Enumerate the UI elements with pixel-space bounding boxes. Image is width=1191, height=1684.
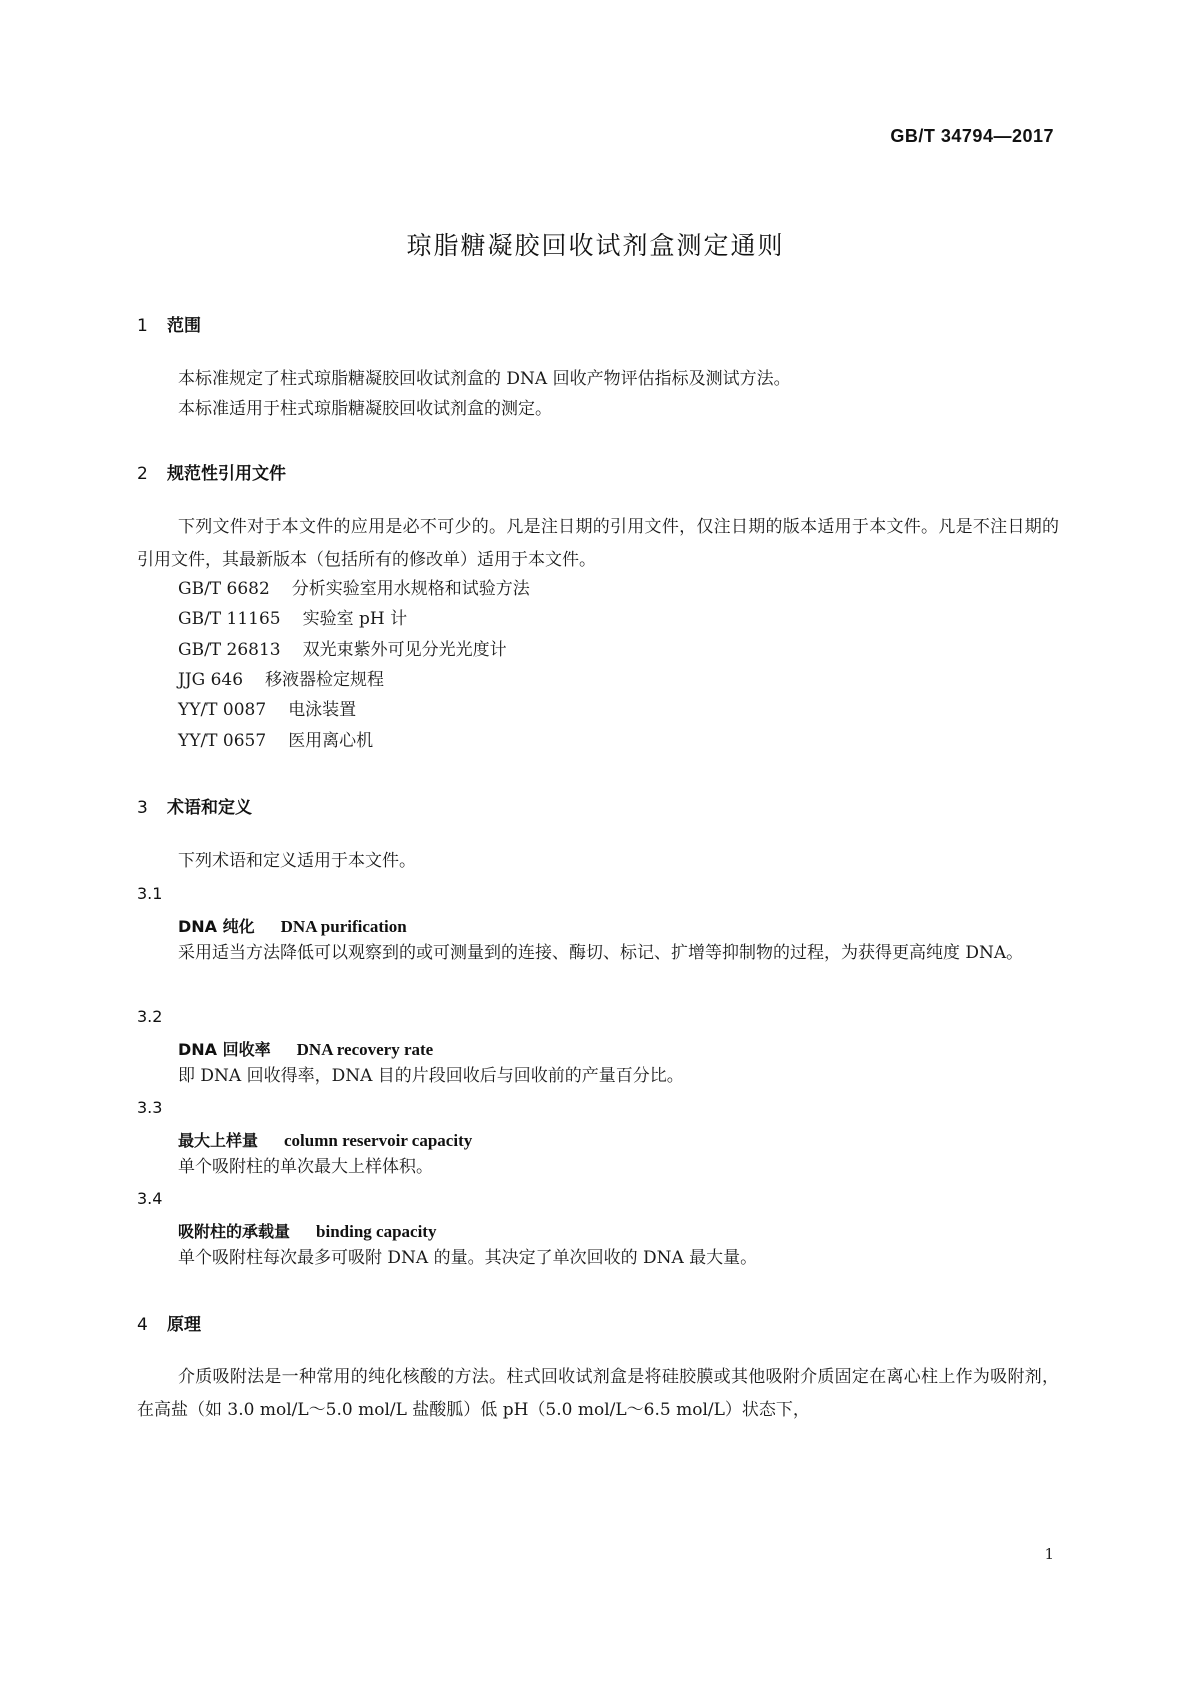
reference-name: 双光束紫外可见分光光度计: [302, 640, 507, 660]
section-number: 3: [137, 798, 148, 818]
normative-reference: [178, 725, 1059, 758]
section-title: 原理: [167, 1315, 201, 1335]
standard-code: GB/T 34794—2017: [890, 126, 1054, 146]
reference-name: 电泳装置: [288, 700, 357, 720]
term-english: DNA recovery rate: [296, 1040, 434, 1059]
reference-name: 移液器检定规程: [265, 670, 385, 690]
term-entry: [178, 1219, 436, 1242]
document-title: 琼脂糖凝胶回收试剂盒测定通则: [406, 231, 785, 260]
section-4-heading: [137, 1310, 201, 1335]
term-entry: [178, 1128, 472, 1151]
reference-name: 分析实验室用水规格和试验方法: [291, 579, 530, 599]
term-definition: 单个吸附柱每次最多可吸附 DNA 的量。其决定了单次回收的 DNA 最大量。: [178, 1248, 758, 1268]
section-number: 2: [137, 464, 148, 484]
term-english: binding capacity: [316, 1222, 437, 1241]
normative-reference: [178, 573, 1059, 606]
term-chinese: DNA 纯化: [178, 917, 255, 936]
section-3-heading: [137, 793, 252, 818]
term-chinese: 吸附柱的承载量: [178, 1222, 291, 1241]
term-definition: 单个吸附柱的单次最大上样体积。: [178, 1157, 433, 1177]
section-title: 术语和定义: [167, 798, 252, 818]
section-2-heading: [137, 459, 286, 484]
section-3-intro: 下列术语和定义适用于本文件。: [178, 851, 416, 871]
section-2-intro: 下列文件对于本文件的应用是必不可少的。凡是注日期的引用文件，仅注日期的版本适用于本文件。凡是不注日期的引用文件，其最新版本（包括所有的修改单）适用于本文件。: [137, 517, 1059, 570]
section-number: 1: [137, 316, 148, 336]
normative-reference: [178, 664, 1059, 697]
section-title: 范围: [167, 316, 201, 336]
section-1-heading: [137, 311, 201, 336]
reference-code: YY/T 0657: [178, 731, 267, 751]
term-number: 3.3: [137, 1098, 163, 1117]
reference-code: YY/T 0087: [178, 700, 267, 720]
term-chinese: 最大上样量: [178, 1131, 259, 1150]
reference-name: 实验室 pH 计: [302, 609, 408, 629]
normative-reference: [178, 634, 1059, 667]
term-definition: 采用适当方法降低可以观察到的或可测量到的连接、酶切、标记、扩增等抑制物的过程，为获得更高纯度 DNA。: [178, 943, 1024, 963]
page-number: 1: [1044, 1545, 1054, 1563]
section-1-paragraph-2: 本标准适用于柱式琼脂糖凝胶回收试剂盒的测定。: [178, 399, 552, 419]
term-entry: [178, 914, 407, 937]
reference-code: JJG 646: [178, 670, 244, 690]
term-number: 3.2: [137, 1007, 163, 1026]
term-chinese: DNA 回收率: [178, 1040, 271, 1059]
term-english: column reservoir capacity: [284, 1131, 473, 1150]
section-number: 4: [137, 1315, 148, 1335]
reference-code: GB/T 11165: [178, 609, 281, 629]
normative-reference: [178, 694, 1059, 727]
term-entry: [178, 1037, 433, 1060]
reference-name: 医用离心机: [288, 731, 374, 751]
term-number: 3.4: [137, 1189, 163, 1208]
section-1-paragraph-1: 本标准规定了柱式琼脂糖凝胶回收试剂盒的 DNA 回收产物评估指标及测试方法。: [178, 369, 791, 389]
term-number: 3.1: [137, 884, 163, 903]
reference-code: GB/T 26813: [178, 640, 281, 660]
section-4-paragraph: 介质吸附法是一种常用的纯化核酸的方法。柱式回收试剂盒是将硅胶膜或其他吸附介质固定在离心柱上作为吸附剂，在高盐（如 3.0 mol/L～5.0 mol/L 盐酸胍）低 pH（5.0 mol/L～6.5 mol/L）状态下，: [137, 1367, 1059, 1420]
section-title: 规范性引用文件: [167, 464, 286, 484]
term-definition: 即 DNA 回收得率，DNA 目的片段回收后与回收前的产量百分比。: [178, 1066, 684, 1086]
reference-code: GB/T 6682: [178, 579, 270, 599]
normative-reference: [178, 603, 1059, 636]
term-english: DNA purification: [280, 917, 407, 936]
